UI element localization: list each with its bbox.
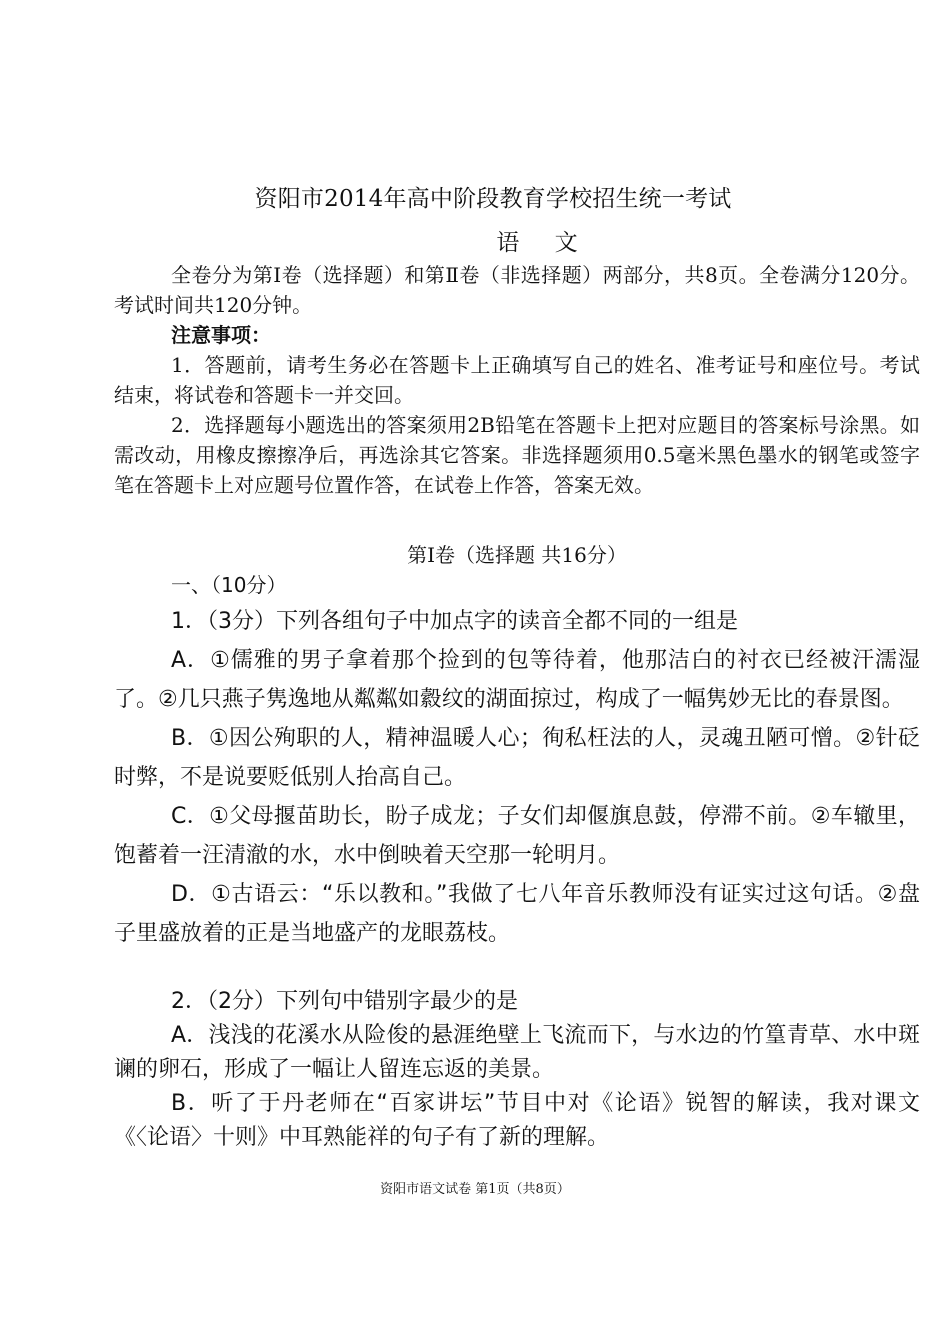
question-1-option-a: A．①儒雅的男子拿着那个捡到的包等待着，他那洁白的衬衣已经被汗濡湿了。②几只燕子隽逸地从粼粼如縠纹的湖面掠过，构成了一幅隽妙无比的春景图。 bbox=[114, 648, 920, 712]
question-2-stem: 2．（2分）下列句中错别字最少的是 bbox=[171, 989, 518, 1014]
exam-title: 资阳市2014年高中阶段教育学校招生统一考试 bbox=[254, 186, 732, 212]
section-1-header bbox=[114, 540, 920, 600]
question-1-option-d: D．①古语云：“乐以教和。”我做了七八年音乐教师没有证实过这句话。②盘子里盛放着的正是当地盛产的龙眼荔枝。 bbox=[114, 882, 920, 946]
question-1 bbox=[114, 602, 920, 953]
section-1-heading: 第Ⅰ卷（选择题 共16分） bbox=[407, 543, 627, 567]
question-1-option-b: B．①因公殉职的人，精神温暖人心；徇私枉法的人，灵魂丑陋可憎。②针砭时弊，不是说要贬低别人抬高自己。 bbox=[114, 726, 920, 790]
intro-block bbox=[114, 260, 920, 500]
question-1-option-c: C．①父母揠苗助长，盼子成龙；子女们却偃旗息鼓，停滞不前。②车辙里，饱蓄着一汪清澈的水，水中倒映着天空那一轮明月。 bbox=[114, 804, 920, 868]
part-1-heading: 一、（10分） bbox=[171, 573, 287, 597]
question-2-option-b: B．听了于丹老师在“百家讲坛”节目中对《论语》锐智的解读，我对课文《〈论语〉十则》中耳熟能祥的句子有了新的理解。 bbox=[114, 1091, 920, 1150]
page-footer: 资阳市语文试卷 第1页（共8页） bbox=[380, 1182, 570, 1197]
notice-heading: 注意事项： bbox=[171, 323, 271, 347]
notice-item-1: 1．答题前，请考生务必在答题卡上正确填写自己的姓名、准考证号和座位号。考试结束，将试卷和答题卡一并交回。 bbox=[114, 353, 920, 407]
notice-item-2: 2．选择题每小题选出的答案须用2B铅笔在答题卡上把对应题目的答案标号涂黑。如需改动，用橡皮擦擦净后，再选涂其它答案。非选择题须用0.5毫米黑色墨水的钢笔或签字笔在答题卡上对应题号位置作答，在试卷上作答，答案无效。 bbox=[114, 413, 920, 497]
question-1-stem: 1．（3分）下列各组句子中加点字的读音全都不同的一组是 bbox=[171, 609, 738, 634]
question-2-option-a: A．浅浅的花溪水从险俊的悬涯绝壁上飞流而下，与水边的竹篁青草、水中斑谰的卵石，形成了一幅让人留连忘返的美景。 bbox=[114, 1023, 920, 1082]
question-2 bbox=[114, 985, 920, 1155]
subject-title: 语 文 bbox=[496, 230, 592, 256]
exam-summary: 全卷分为第Ⅰ卷（选择题）和第Ⅱ卷（非选择题）两部分，共8页。全卷满分120分。考试时间共120分钟。 bbox=[114, 263, 920, 317]
